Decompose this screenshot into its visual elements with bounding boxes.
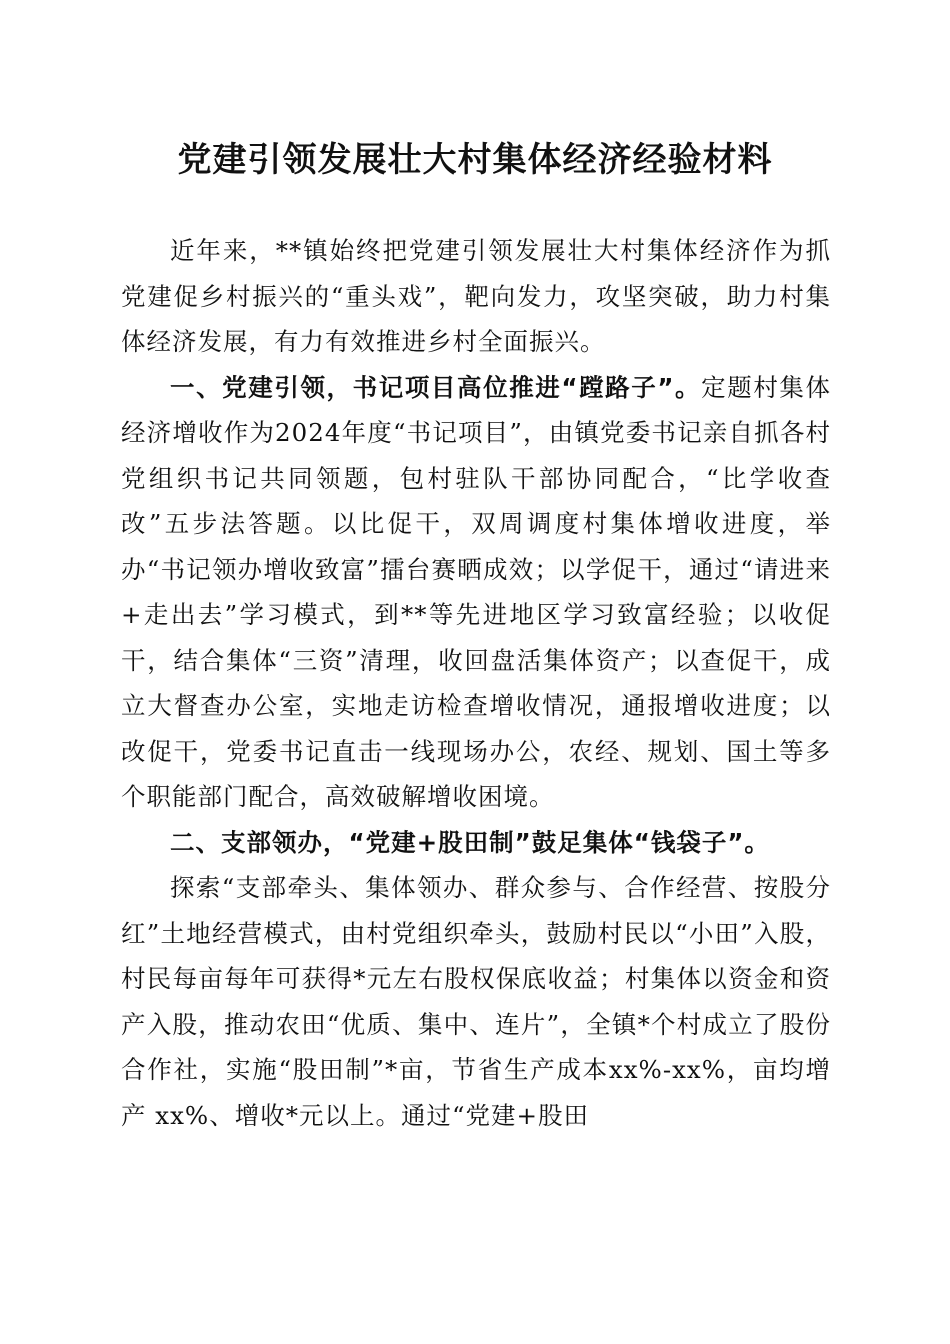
document-title: 党建引领发展壮大村集体经济经验材料: [177, 140, 773, 180]
section-2-paragraph: 探索“支部牵头、集体领办、群众参与、合作经营、按股分红”土地经营模式，由村党组织牵头，鼓励村民以“小田”入股，村民每亩每年可获得*元左右股权保底收益；村集体以资金和资产入股，推动农田“优质、集中、连片”，全镇*个村成立了股份合作社，实施“股田制”*亩，节省生产成本xx%-xx%，亩均增产 xx%、增收*元以上。通过“党建+股田: [121, 873, 831, 1130]
intro-paragraph: 近年来，**镇始终把党建引领发展壮大村集体经济作为抓党建促乡村振兴的“重头戏”，靶向发力，攻坚突破，助力村集体经济发展，有力有效推进乡村全面振兴。: [121, 236, 831, 356]
section-1-heading: 一、党建引领，书记项目高位推进“蹚路子”。: [170, 372, 702, 402]
document-body: [121, 228, 831, 1138]
section-1-paragraph: [121, 365, 831, 820]
section-2-heading: 二、支部领办，“党建+股田制”鼓足集体“钱袋子”。: [170, 827, 770, 857]
section-1-text: 定题村集体经济增收作为2024年度“书记项目”，由镇党委书记亲自抓各村党组织书记共同领题，包村驻队干部协同配合，“比学收查改”五步法答题。以比促干，双周调度村集体增收进度，举办“书记领办增收致富”擂台赛晒成效；以学促干，通过“请进来+走出去”学习模式，到**等先进地区学习致富经验；以收促干，结合集体“三资”清理，收回盘活集体资产；以查促干，成立大督查办公室，实地走访检查增收情况，通报增收进度；以改促干，党委书记直击一线现场办公，农经、规划、国土等多个职能部门配合，高效破解增收困境。: [121, 372, 832, 811]
